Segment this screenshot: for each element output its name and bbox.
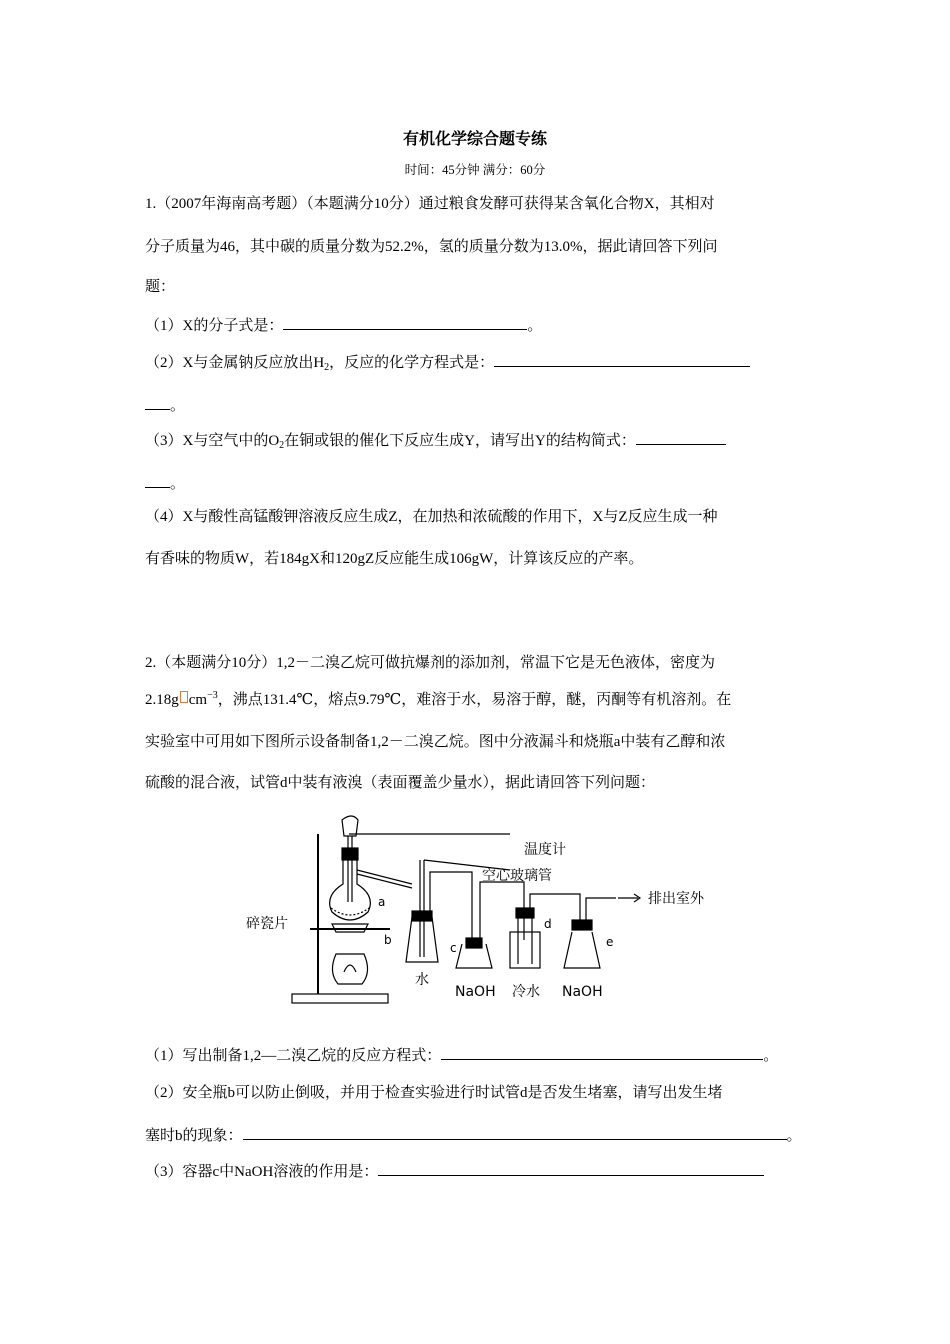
label-cold-water: 冷水 [512, 984, 540, 1000]
label-naoh-2: NaOH [562, 984, 603, 1000]
flask-e [564, 932, 600, 968]
delivery-tube-a [357, 870, 412, 884]
q2-part2-line1: （2）安全瓶b可以防止倒吸，并用于检查实验进行时试管d是否发生堵塞，请写出发生堵 [145, 1085, 723, 1101]
stopper-d [516, 908, 534, 918]
page-title: 有机化学综合题专练 [402, 129, 547, 148]
q2-density-exp: −3 [207, 690, 218, 701]
label-exhaust: 排出室外 [648, 891, 704, 907]
label-glass-tube: 空心玻璃管 [482, 868, 552, 884]
q2-part2-line2 [145, 1125, 802, 1146]
q1-part2-sub: 2 [324, 362, 330, 373]
label-thermometer: 温度计 [524, 842, 566, 858]
lamp-flame [344, 965, 356, 972]
label-porcelain: 碎瓷片 [246, 916, 288, 932]
answer-blank-q1-2b[interactable] [145, 395, 170, 410]
tube-b-c [430, 872, 472, 940]
answer-blank-q2-2[interactable] [243, 1125, 787, 1140]
q2-part1-label: （1）写出制备1,2—二溴乙烷的反应方程式： [145, 1048, 442, 1064]
q1-part2 [145, 352, 750, 373]
q2-part1-end: 。 [763, 1048, 779, 1064]
q2-part2-label: 塞时b的现象： [145, 1128, 243, 1144]
q2-intro-line2-rest: ，沸点131.4℃，熔点9.79℃，难溶于水，易溶于醇，醚，丙酮等有机溶剂。在 [217, 692, 732, 708]
answer-blank-q1-3[interactable] [636, 430, 726, 445]
q1-part2-end: 。 [170, 398, 186, 414]
q1-intro-line1: 1.（2007年海南高考题）（本题满分10分）通过粮食发酵可获得某含氧化合物X，其相对 [145, 196, 715, 212]
label-naoh-1: NaOH [455, 984, 496, 1000]
q1-part3-mid: 在铜或银的催化下反应生成Y，请写出Y的结构简式： [284, 433, 636, 449]
q1-part1 [145, 315, 542, 336]
answer-blank-q1-2[interactable] [494, 352, 750, 367]
q2-part3 [145, 1161, 764, 1182]
flask-a-liquid [331, 908, 369, 915]
answer-blank-q1-3b[interactable] [145, 473, 170, 488]
q1-part3-end: 。 [170, 476, 186, 492]
label-water: 水 [415, 972, 429, 988]
q1-part4-line1: （4）X与酸性高锰酸钾溶液反应生成Z，在加热和浓硫酸的作用下，X与Z反应生成一种 [145, 509, 718, 525]
apparatus-diagram [240, 812, 740, 1012]
answer-blank-q2-1[interactable] [441, 1045, 763, 1060]
q2-intro-line3: 实验室中可用如下图所示设备制备1,2－二溴乙烷。图中分液漏斗和烧瓶a中装有乙醇和浓 [145, 734, 726, 750]
q1-intro-line2: 分子质量为46，其中碳的质量分数为52.2%，氢的质量分数为13.0%，据此请回答下列问 [145, 239, 718, 255]
page-subtitle: 时间：45分钟 满分：60分 [404, 163, 546, 177]
q1-part2-label: （2）X与金属钠反应放出H [145, 355, 325, 371]
q1-part3-cont [145, 473, 185, 494]
q2-intro-line1: 2.（本题满分10分）1,2－二溴乙烷可做抗爆剂的添加剂，常温下它是无色液体，密度为 [145, 655, 716, 671]
q2-intro-line2 [145, 690, 731, 710]
label-b: b [384, 933, 392, 947]
q1-part1-end: 。 [527, 318, 543, 334]
stand-base [292, 994, 388, 1003]
beaker-cold-water [510, 932, 540, 968]
q1-part2-mid: ，反应的化学方程式是： [329, 355, 495, 371]
answer-blank-q2-3[interactable] [378, 1161, 764, 1176]
separatory-funnel [342, 816, 358, 836]
label-d: d [544, 917, 552, 931]
q1-part3 [145, 430, 726, 451]
label-a: a [378, 895, 386, 909]
stopper-c [466, 938, 482, 948]
bottle-b [406, 917, 438, 962]
q2-density-value: 2.18g [145, 692, 179, 708]
q2-part2-end: 。 [786, 1128, 802, 1144]
answer-blank-q1-1[interactable] [283, 315, 527, 330]
q1-part1-label: （1）X的分子式是： [145, 318, 284, 334]
label-c: c [450, 941, 457, 955]
q1-intro-line3: 题： [145, 279, 176, 295]
q1-part4-line2: 有香味的物质W，若184gX和120gZ反应能生成106gW，计算该反应的产率。 [145, 551, 644, 567]
q2-density-unit: cm [188, 692, 208, 708]
alcohol-lamp [332, 954, 367, 984]
delivery-tube-a2 [357, 874, 412, 888]
q2-intro-line4: 硫酸的混合液，试管d中装有液溴（表面覆盖少量水），据此请回答下列问题： [145, 775, 656, 791]
stopper-a [342, 848, 358, 860]
q2-part1 [145, 1045, 778, 1066]
tube-exhaust [586, 898, 616, 920]
q1-part2-cont [145, 395, 185, 416]
q1-part3-sub: 2 [279, 440, 285, 451]
stopper-e [572, 920, 592, 930]
stopper-b [412, 911, 432, 921]
q2-part3-label: （3）容器c中NaOH溶液的作用是： [145, 1164, 379, 1180]
q1-part3-label: （3）X与空气中的O [145, 433, 280, 449]
dot-mark-icon [180, 691, 188, 703]
label-e: e [606, 935, 614, 949]
